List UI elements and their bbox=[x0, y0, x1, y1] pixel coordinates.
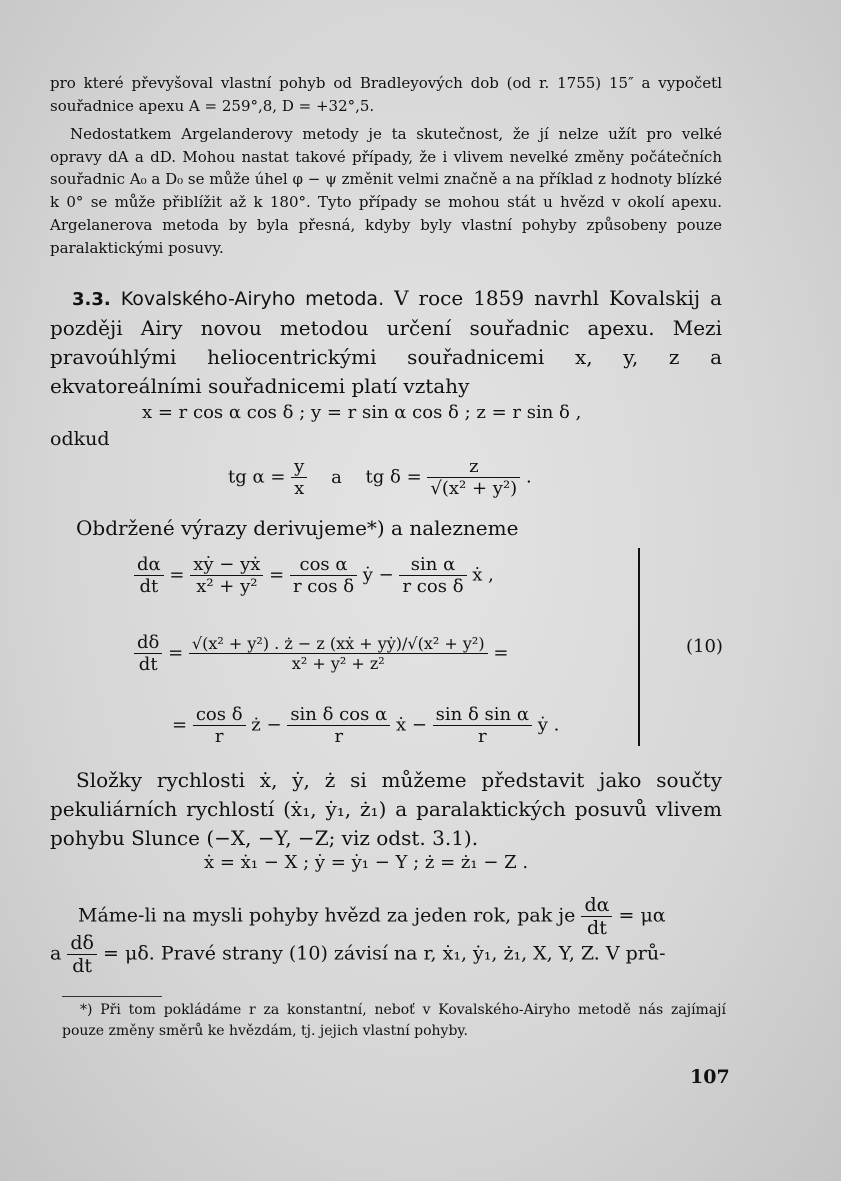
equals-sign: = bbox=[168, 642, 184, 664]
frac-num: xẏ − yẋ bbox=[190, 554, 263, 576]
frac-num: sin δ sin α bbox=[433, 704, 532, 726]
text-a: a bbox=[50, 942, 62, 965]
frac-den: √(x² + y²) bbox=[430, 478, 518, 499]
zdot-term: ż − bbox=[251, 714, 282, 736]
section-intro-text: V roce 1859 navrhl Kovalskij a později Airy novou metodou určení souřadnic apexu. Mezi pravoúhlými heliocentrickými souřadnicemi x, y, z a ekvatoreálními souřadnicemi platí vztahy bbox=[50, 286, 722, 398]
fraction-sin-delta-cos-alpha bbox=[287, 704, 390, 747]
frac-den: r cos δ bbox=[402, 576, 464, 597]
mu-alpha: = μα bbox=[618, 904, 666, 927]
equals-sign: = bbox=[172, 714, 188, 736]
frac-den: x bbox=[294, 478, 305, 499]
paragraph-velocity-components: Složky rychlosti ẋ, ẏ, ż si můžeme představit jako součty pekuliárních rychlostí (ẋ₁, ẏ₁, ż₁) a paralaktických posuvů vlivem pohybu Slunce (−X, −Y, −Z; viz odst. 3.1). bbox=[50, 768, 722, 850]
frac-num: dα bbox=[581, 894, 612, 917]
frac-den: dt bbox=[138, 654, 158, 675]
fraction-sin-delta-sin-alpha bbox=[433, 704, 532, 747]
equation-tangents bbox=[228, 456, 532, 499]
frac-den: dt bbox=[72, 955, 93, 977]
tg-delta-label: tg δ = bbox=[365, 466, 422, 488]
frac-den: dt bbox=[139, 576, 159, 597]
text-prave-strany: = μδ. Pravé strany (10) závisí na r, ẋ₁, ẏ₁, ż₁, X, Y, Z. V prů- bbox=[103, 942, 666, 965]
equation-group-brace bbox=[634, 548, 640, 746]
footnote-divider bbox=[62, 996, 162, 997]
frac-den: x² + y² + z² bbox=[291, 654, 385, 673]
fraction-xydot bbox=[190, 554, 263, 597]
xdot-term: ẋ − bbox=[395, 714, 427, 736]
fraction-dalpha-dt bbox=[134, 554, 164, 597]
section-number: 3.3. bbox=[72, 289, 111, 310]
frac-num: √(x² + y²) . ż − z (xẋ + yẏ)/√(x² + y²) bbox=[189, 634, 488, 654]
footnote: *) Při tom pokládáme r za konstantní, neboť v Kovalského-Airyho metodě nás zajímají pouze změny směrů ke hvězdám, tj. jejich vlastní pohyby. bbox=[62, 1002, 726, 1039]
section-3-3-paragraph bbox=[50, 284, 722, 401]
fraction-sin-alpha bbox=[399, 554, 466, 597]
ydot-term: ẏ − bbox=[362, 564, 394, 586]
equals-sign: = bbox=[493, 642, 509, 664]
paragraph-proper-motion-line2 bbox=[50, 932, 666, 977]
frac-den: dt bbox=[587, 917, 607, 939]
period: . bbox=[525, 466, 532, 488]
page-number: 107 bbox=[690, 1066, 730, 1088]
paragraph-argelander-drawbacks: Nedostatkem Argelanderovy metody je ta skutečnost, že jí nelze užít pro velké opravy dA a dD. Mohou nastat takové případy, že i vlivem nevelké změny počátečních souřadnic A₀ a D₀ se může úhel φ − ψ změnit velmi značně a na příklad z hodnoty blízké k 0° se může přiblížit až k 180°. Tyto případy se mohou stát u hvězd v okolí apexu. Argelanerova metoda by byla přesná, kdyby byly vlastní pohyby způsobeny pouze paralaktickými posuvy. bbox=[50, 125, 722, 257]
frac-num: z bbox=[427, 456, 520, 478]
frac-num: cos α bbox=[290, 554, 357, 576]
text-mame-li: Máme-li na mysli pohyby hvězd za jeden rok, pak je bbox=[78, 904, 576, 927]
frac-num: dα bbox=[134, 554, 164, 576]
fraction-cos-alpha bbox=[290, 554, 357, 597]
frac-den: r bbox=[334, 726, 344, 747]
frac-den: x² + y² bbox=[196, 576, 258, 597]
frac-num: sin α bbox=[399, 554, 466, 576]
equation-dalpha-dt bbox=[134, 554, 494, 597]
equation-velocity: ẋ = ẋ₁ − X ; ẏ = ẏ₁ − Y ; ż = ż₁ − Z . bbox=[204, 852, 529, 873]
fraction-ddelta-dt-inline bbox=[67, 932, 97, 977]
fraction-ddelta-dt bbox=[134, 632, 162, 675]
frac-den: r bbox=[214, 726, 224, 747]
paragraph-derivative-intro: Obdržené výrazy derivujeme*) a nalezneme bbox=[76, 516, 519, 540]
fraction-complex bbox=[189, 634, 488, 673]
tg-alpha-label: tg α = bbox=[228, 466, 286, 488]
equation-coordinates: x = r cos α cos δ ; y = r sin α cos δ ; z = r sin δ , bbox=[142, 402, 582, 423]
frac-num: dδ bbox=[67, 932, 97, 955]
text-odkud: odkud bbox=[50, 428, 110, 450]
fraction-z-over-sqrt bbox=[427, 456, 520, 499]
frac-den: r cos δ bbox=[292, 576, 355, 597]
ydot-term: ẏ . bbox=[537, 714, 560, 736]
conjunction-a: a bbox=[331, 466, 342, 488]
equation-ddelta-expanded bbox=[172, 704, 559, 747]
fraction-cos-delta bbox=[193, 704, 246, 747]
xdot-term: ẋ , bbox=[472, 564, 494, 586]
frac-num: dδ bbox=[134, 632, 162, 654]
equals-sign: = bbox=[269, 564, 285, 586]
equals-sign: = bbox=[169, 564, 185, 586]
section-title: Kovalského-Airyho metoda. bbox=[120, 288, 385, 310]
frac-num: sin δ cos α bbox=[287, 704, 390, 726]
frac-num: cos δ bbox=[193, 704, 246, 726]
frac-den: r bbox=[478, 726, 487, 747]
paragraph-intro: pro které převyšoval vlastní pohyb od Bradleyových dob (od r. 1755) 15″ a vypočetl souřadnice apexu A = 259°,8, D = +32°,5. bbox=[50, 74, 722, 115]
fraction-y-over-x bbox=[291, 456, 307, 499]
frac-num: y bbox=[291, 456, 307, 478]
equation-ddelta-dt bbox=[134, 632, 508, 675]
equation-number: (10) bbox=[686, 636, 723, 657]
